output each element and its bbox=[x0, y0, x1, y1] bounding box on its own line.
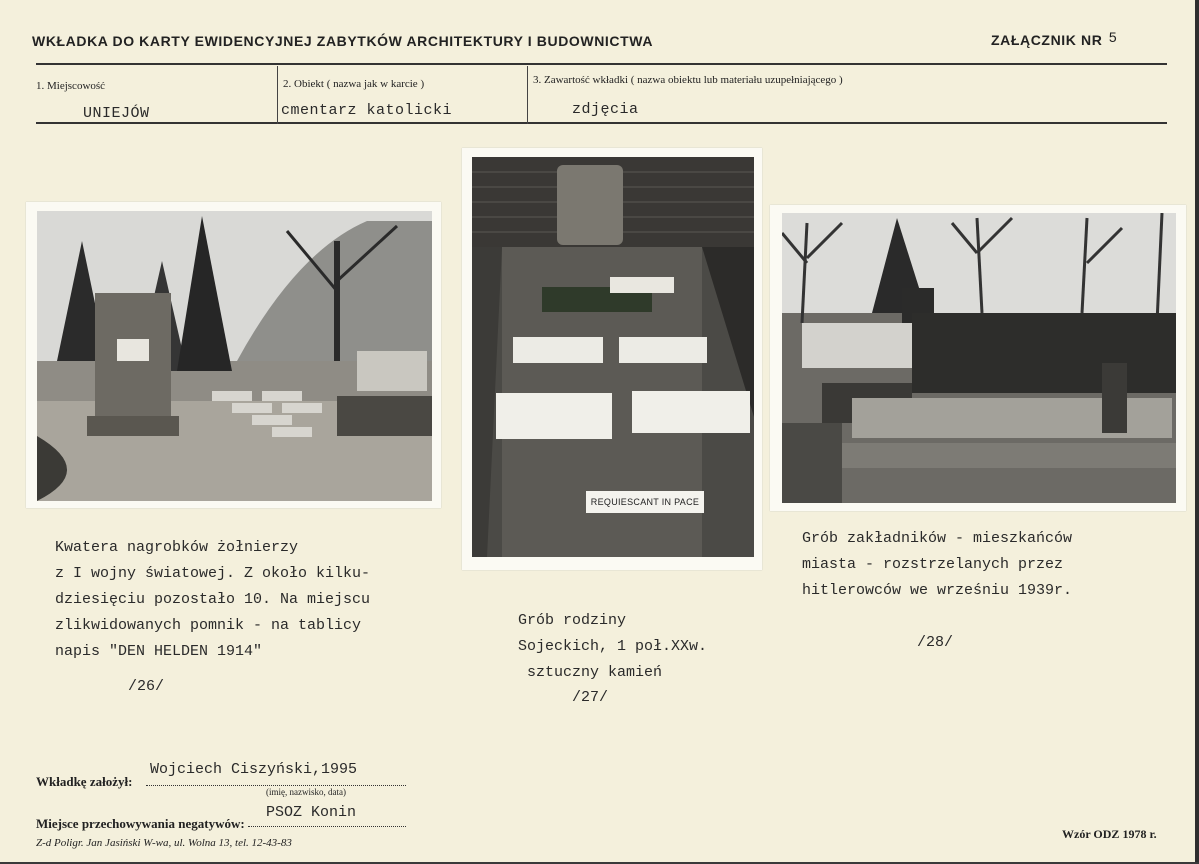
photo-27-family-grave bbox=[472, 157, 754, 557]
photo-28-hostages-grave bbox=[782, 213, 1176, 503]
photo-27-number: /27/ bbox=[572, 689, 609, 706]
photo-26-image bbox=[37, 211, 432, 501]
photo-28-caption bbox=[802, 526, 1072, 604]
location-value: UNIEJÓW bbox=[83, 105, 150, 122]
document-title: WKŁADKA DO KARTY EWIDENCYJNEJ ZABYTKÓW ARCHITEKTURY I BUDOWNICTWA bbox=[32, 33, 654, 49]
storage-line bbox=[248, 826, 406, 827]
requiescat-plaque: REQUIESCANT IN PACE bbox=[586, 491, 704, 513]
caption-line: dziesięciu pozostało 10. Na miejscu bbox=[55, 591, 371, 608]
storage-label: Miejsce przechowywania negatywów: bbox=[36, 816, 245, 831]
attachment-number: 5 bbox=[1108, 29, 1118, 45]
photo-28-image bbox=[782, 213, 1176, 503]
field-divider-1 bbox=[277, 66, 278, 124]
content-label: 3. Zawartość wkładki ( nazwa obiektu lub materiału uzupełniającego ) bbox=[533, 74, 843, 86]
caption-line: sztuczny kamień bbox=[518, 664, 663, 681]
storage-value: PSOZ Konin bbox=[266, 804, 357, 821]
content-value: zdjęcia bbox=[572, 101, 639, 118]
photo-26-soldiers-graves bbox=[37, 211, 432, 501]
photo-28-number: /28/ bbox=[917, 634, 954, 651]
form-model-label: Wzór ODZ 1978 r. bbox=[1062, 827, 1157, 841]
caption-line: napis "DEN HELDEN 1914" bbox=[55, 643, 263, 660]
caption-line: Kwatera nagrobków żołnierzy bbox=[55, 539, 299, 556]
object-value: cmentarz katolicki bbox=[281, 102, 453, 119]
photo-26-caption bbox=[55, 535, 370, 665]
founder-value: Wojciech Ciszyński,1995 bbox=[150, 761, 358, 778]
object-label: 2. Obiekt ( nazwa jak w karcie ) bbox=[283, 78, 425, 90]
founder-label: Wkładkę założył: bbox=[36, 774, 133, 789]
photo-27-mount bbox=[462, 148, 762, 570]
photo-26-mount bbox=[26, 202, 441, 508]
attachment-label bbox=[991, 29, 1117, 48]
caption-line: Grób zakładników - mieszkańców bbox=[802, 530, 1073, 547]
caption-line: Grób rodziny bbox=[518, 612, 627, 629]
header-rule-bottom bbox=[36, 122, 1167, 124]
caption-line: Sojeckich, 1 poł.XXw. bbox=[518, 638, 708, 655]
caption-line: zlikwidowanych pomnik - na tablicy bbox=[55, 617, 362, 634]
photo-27-caption bbox=[518, 608, 707, 686]
photo-26-number: /26/ bbox=[128, 678, 165, 695]
caption-line: miasta - rozstrzelanych przez bbox=[802, 556, 1064, 573]
header-rule-top bbox=[36, 63, 1167, 65]
founder-line bbox=[146, 785, 406, 786]
location-label: 1. Miejscowość bbox=[36, 80, 106, 92]
attachment-label-text: ZAŁĄCZNIK NR bbox=[991, 32, 1103, 48]
printer-imprint: Z-d Poligr. Jan Jasiński W-wa, ul. Wolna 13, tel. 12-43-83 bbox=[36, 837, 292, 849]
caption-line: z I wojny światowej. Z około kilku- bbox=[55, 565, 371, 582]
founder-hint: (imię, nazwisko, data) bbox=[266, 787, 346, 797]
caption-line: hitlerowców we wrześniu 1939r. bbox=[802, 582, 1073, 599]
field-divider-2 bbox=[527, 66, 528, 124]
photo-28-mount bbox=[770, 205, 1186, 511]
